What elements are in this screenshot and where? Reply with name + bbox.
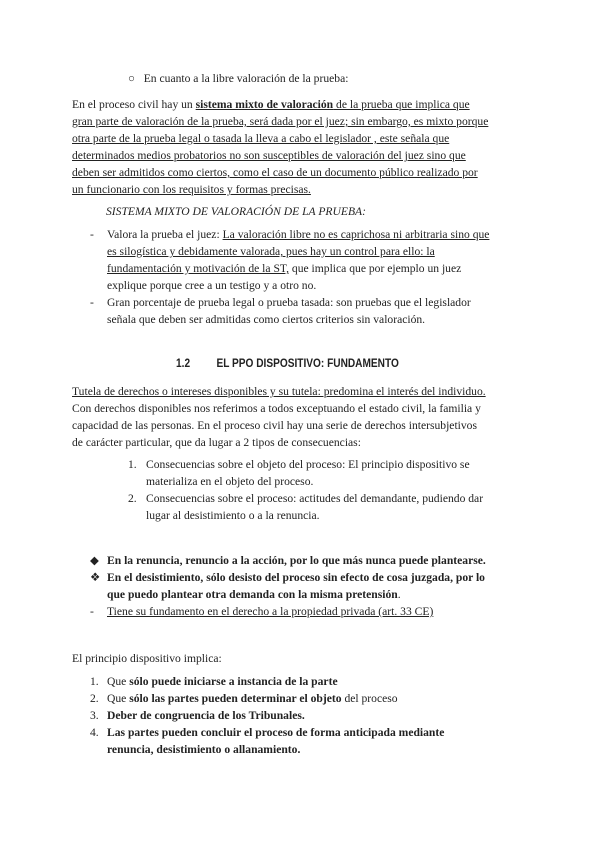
para1-line-3: otra parte de la prueba legal o tasada la lleva a cabo el legislador , este señala que	[72, 132, 450, 145]
section-heading	[176, 356, 399, 372]
implication-2	[107, 691, 398, 707]
para1-bold-term: sistema mixto de valoración	[195, 98, 334, 111]
implication-4-line-2	[107, 742, 300, 758]
dash-item-1-line-3	[107, 261, 461, 277]
dash-item-1-underlined: La valoración libre no es caprichosa ni arbitraria sino que	[222, 228, 490, 241]
para2-line-1: Tutela de derechos o intereses disponibles y su tutela: predomina el interés del individuo.	[72, 385, 486, 398]
para2-line-4: de carácter particular, que da lugar a 2 tipos de consecuencias:	[72, 436, 361, 449]
implication-4	[107, 725, 444, 741]
section-title: EL PPO DISPOSITIVO: FUNDAMENTO	[216, 358, 399, 370]
para1-line-4: determinados medios probatorios no son susceptibles de valoración del juez sino que	[72, 149, 466, 162]
intro-bullet	[128, 71, 348, 87]
subheading-text: SISTEMA MIXTO DE VALORACIÓN DE LA PRUEBA:	[106, 205, 366, 218]
special-bullet-2-line-1	[107, 570, 485, 586]
special-bullet-3: Tiene su fundamento en el derecho a la propiedad privada (art. 33 CE)	[107, 605, 434, 618]
dash-item-2-line-2: señala que deben ser admitidas como ciertos criterios sin valoración.	[107, 313, 426, 326]
implication-2-pre: Que	[107, 692, 130, 705]
consequence-2-number: 2.	[128, 492, 137, 505]
implication-1	[107, 674, 338, 690]
para2-line-3: capacidad de las personas. En el proceso civil hay una serie de derechos intersubjetivos	[72, 419, 477, 432]
diamond-bullet-icon: ◆	[90, 554, 99, 567]
dash-item-1-underlined-2: fundamentación y motivación de la ST,	[107, 262, 290, 275]
consequence-1-number: 1.	[128, 458, 137, 471]
consequence-1-line-1: Consecuencias sobre el objeto del proceso: El principio dispositivo se	[146, 458, 470, 471]
intro-bullet-text: En cuanto a la libre valoración de la prueba:	[143, 72, 349, 85]
para1-line-6: un funcionario con los requisitos y formas precisas.	[72, 183, 311, 196]
consequence-2-line-1: Consecuencias sobre el proceso: actitudes del demandante, pudiendo dar	[146, 492, 484, 505]
dash-item-2-line-1: Gran porcentaje de prueba legal o prueba tasada: son pruebas que el legislador	[107, 296, 471, 309]
implication-3	[107, 708, 305, 724]
implication-4-number: 4.	[90, 726, 99, 739]
implication-4-bold: Las partes pueden concluir el proceso de forma anticipada mediante	[107, 726, 445, 739]
implication-2-bold: sólo las partes pueden determinar el objeto	[129, 692, 342, 705]
implication-3-number: 3.	[90, 709, 99, 722]
special-bullet-2-text: En el desistimiento, sólo desisto del proceso sin efecto de cosa juzgada, por lo	[107, 571, 485, 584]
para1-text-underlined: de la prueba que implica que	[333, 98, 470, 111]
circle-bullet-icon: ○	[128, 72, 136, 85]
special-bullet-1	[107, 553, 486, 569]
dash-icon: -	[90, 605, 94, 618]
dash-icon: -	[90, 296, 94, 309]
dash-item-1-text: que implica que por ejemplo un juez	[289, 262, 462, 275]
dash-item-1-label: Valora la prueba el juez:	[107, 228, 223, 241]
dash-item-1-line-1	[107, 227, 489, 243]
para1-line-1	[72, 97, 470, 113]
dash-icon: -	[90, 228, 94, 241]
para1-line-5: deben ser admitidos como ciertos, como el caso de un documento público realizado por	[72, 166, 478, 179]
para1-line-2: gran parte de valoración de la prueba, será dada por el juez; sin embargo, es mixto porque	[72, 115, 489, 128]
para2-line-2: Con derechos disponibles nos referimos a todos exceptuando el estado civil, la familia y	[72, 402, 481, 415]
para3: El principio dispositivo implica:	[72, 652, 222, 665]
consequence-1-line-2: materializa en el objeto del proceso.	[146, 475, 314, 488]
dash-item-1-line-4: explique porque cree a un testigo y a otro no.	[107, 279, 317, 292]
special-bullet-2-period: .	[397, 588, 401, 601]
para1-text: En el proceso civil hay un	[72, 98, 196, 111]
section-number: 1.2	[176, 358, 191, 370]
dash-item-1-line-2: es silogística y debidamente valorada, pues hay un control para ello: la	[107, 245, 435, 258]
consequence-2-line-2: lugar al desistimiento o a la renuncia.	[146, 509, 320, 522]
implication-1-bold: sólo puede iniciarse a instancia de la parte	[129, 675, 338, 688]
implication-2-number: 2.	[90, 692, 99, 705]
special-bullet-1-text: En la renuncia, renuncio a la acción, por lo que más nunca puede plantearse.	[107, 554, 486, 567]
special-bullet-2-bold: que puedo plantear otra demanda con la misma pretensión	[107, 588, 398, 601]
four-diamond-bullet-icon: ❖	[90, 571, 101, 584]
special-bullet-2-line-2	[107, 587, 401, 603]
implication-4-bold-2: renuncia, desistimiento o allanamiento.	[107, 743, 301, 756]
subheading	[106, 204, 366, 220]
implication-3-bold: Deber de congruencia de los Tribunales.	[107, 709, 305, 722]
implication-1-number: 1.	[90, 675, 99, 688]
implication-2-post: del proceso	[341, 692, 398, 705]
implication-1-pre: Que	[107, 675, 130, 688]
